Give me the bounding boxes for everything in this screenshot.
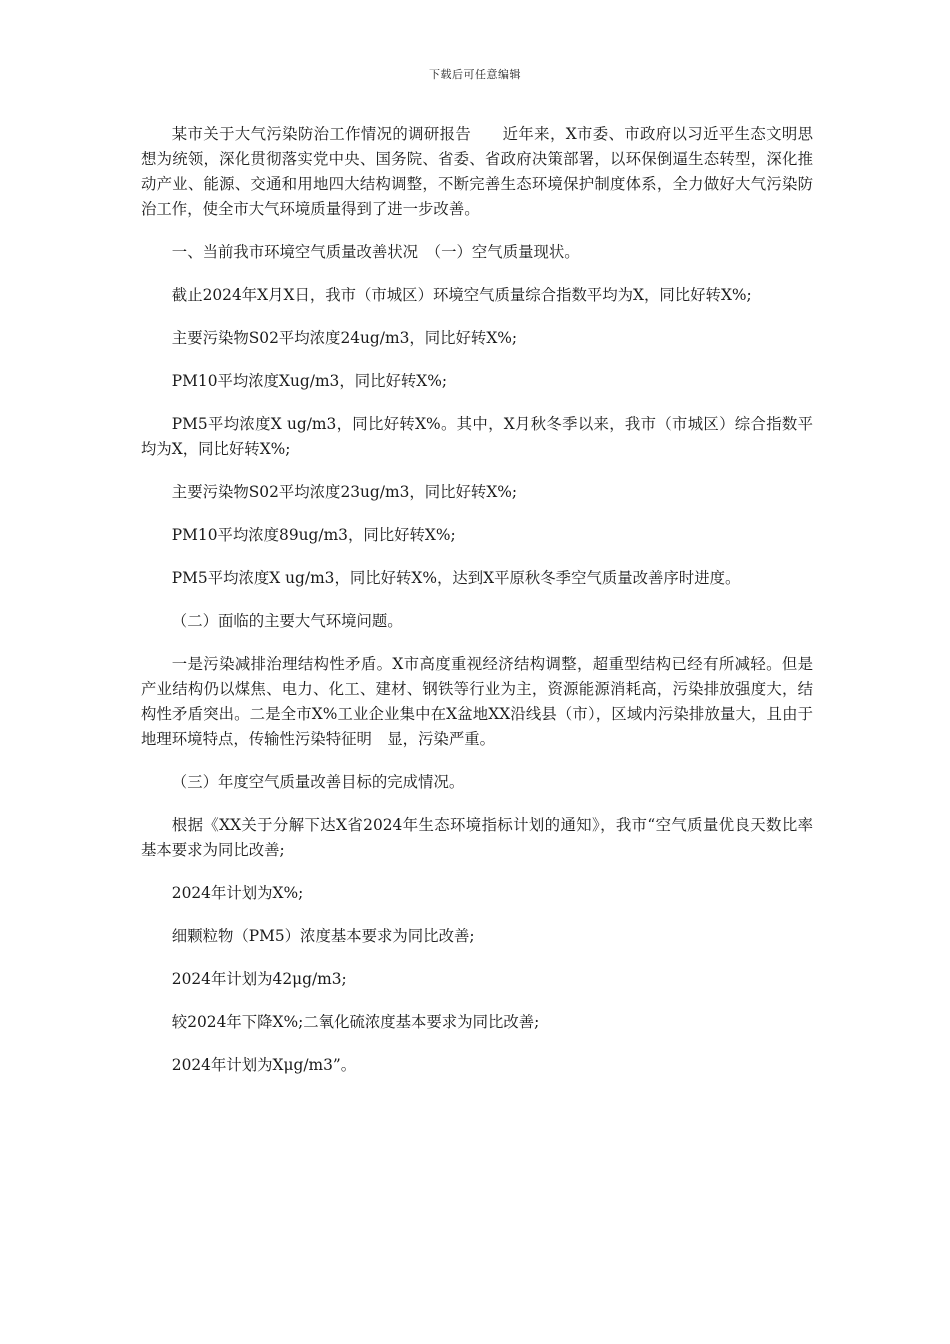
paragraph-section-2-heading: （二）面临的主要大气环境问题。 <box>171 612 403 630</box>
page-header: 下载后可任意编辑 <box>429 68 521 81</box>
paragraph-air-quality-index: 截止2024年X月X日，我市（市城区）环境空气质量综合指数平均为X，同比好转X%; <box>171 286 752 304</box>
paragraph-section-1-heading: 一、当前我市环境空气质量改善状况 （一）空气质量现状。 <box>171 243 580 261</box>
paragraph-plan-pm5: 2024年计划为42μg/m3; <box>171 970 347 988</box>
paragraph-pm10-autumn: PM10平均浓度89ug/m3，同比好转X%; <box>171 526 456 544</box>
paragraph-so2-requirement: 较2024年下降X%;二氧化硫浓度基本要求为同比改善; <box>171 1013 540 1031</box>
paragraph-pm5-requirement: 细颗粒物（PM5）浓度基本要求为同比改善; <box>171 927 475 945</box>
paragraph-plan-ratio: 2024年计划为X%; <box>171 884 304 902</box>
paragraph-so2-autumn: 主要污染物S02平均浓度23ug/m3，同比好转X%; <box>171 483 518 501</box>
paragraph-pm5-autumn: PM5平均浓度X ug/m3，同比好转X%，达到X平原秋冬季空气质量改善序时进度。 <box>171 569 741 587</box>
paragraph-problems: 一是污染减排治理结构性矛盾。X市高度重视经济结构调整，超重型结构已经有所减轻。但是产业结构仍以煤焦、电力、化工、建材、钢铁等行业为主，资源能源消耗高，污染排放强度大，结构性矛盾突出。二是全市X%工业企业集中在X盆地XX沿线县（市），区域内污染排放量大，且由于地理环境特点，传输性污染特征明 显，污染严重。 <box>141 655 813 748</box>
paragraph-pm5: PM5平均浓度X ug/m3，同比好转X%。其中，X月秋冬季以来，我市（市城区）综合指数平均为X，同比好转X%; <box>141 415 813 458</box>
paragraph-so2: 主要污染物S02平均浓度24ug/m3，同比好转X%; <box>171 329 518 347</box>
paragraph-pm10: PM10平均浓度Xug/m3，同比好转X%; <box>171 372 448 390</box>
paragraph-intro: 某市关于大气污染防治工作情况的调研报告 近年来，X市委、市政府以习近平生态文明思想为统领，深化贯彻落实党中央、国务院、省委、省政府决策部署，以环保倒逼生态转型，深化推动产业、能源、交通和用地四大结构调整，不断完善生态环境保护制度体系，全力做好大气污染防治工作，使全市大气环境质量得到了进一步改善。 <box>141 125 813 218</box>
paragraph-plan-so2: 2024年计划为Xμg/m3”。 <box>171 1056 357 1074</box>
document-body <box>141 122 813 1096</box>
paragraph-target-notice: 根据《XX关于分解下达X省2024年生态环境指标计划的通知》，我市“空气质量优良天数比率基本要求为同比改善; <box>141 816 813 859</box>
paragraph-section-3-heading: （三）年度空气质量改善目标的完成情况。 <box>171 773 465 791</box>
